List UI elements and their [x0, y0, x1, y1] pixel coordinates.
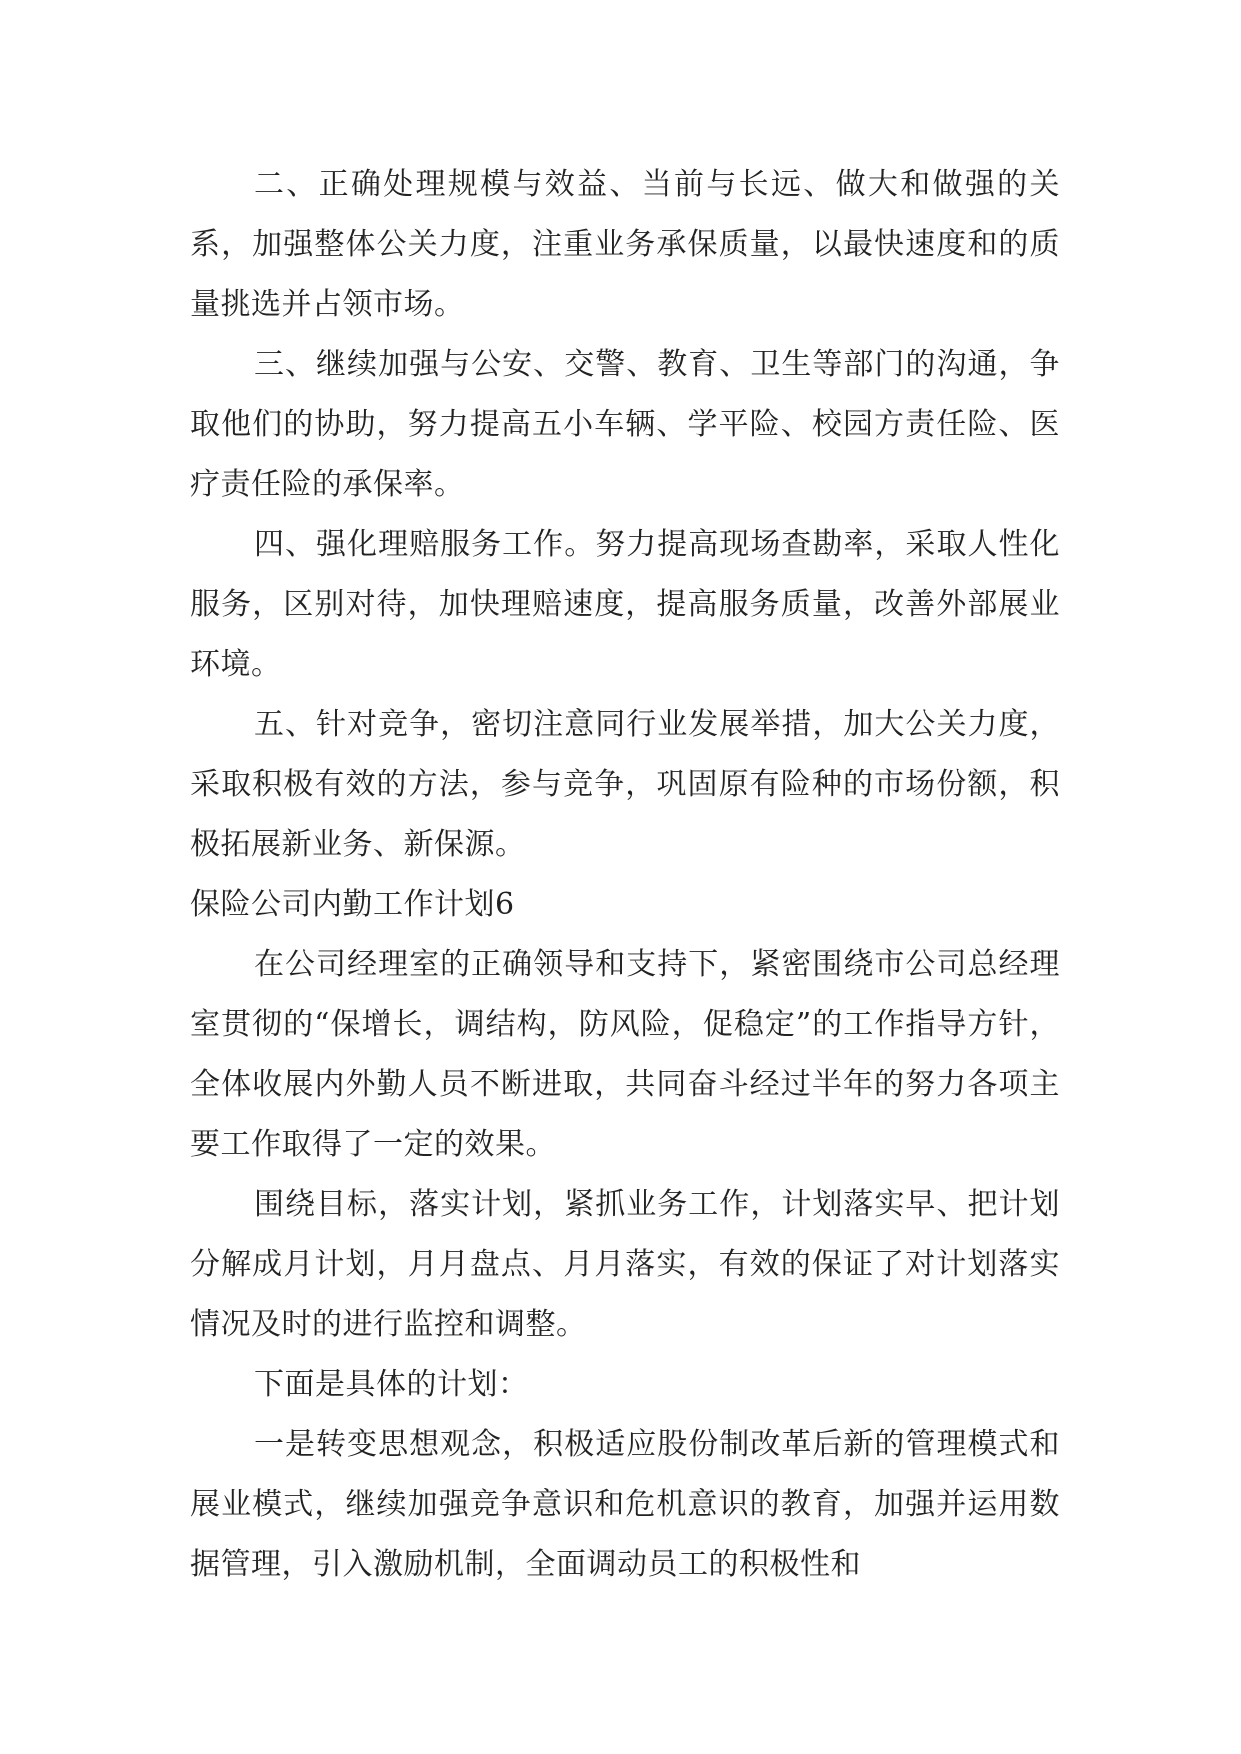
section-heading: 保险公司内勤工作计划6 [190, 887, 515, 922]
paragraph-targets-plans: 围绕目标，落实计划，紧抓业务工作，计划落实早、把计划分解成月计划，月月盘点、月月落实，有效的保证了对计划落实情况及时的进行监控和调整。 [190, 1187, 1060, 1342]
paragraph-leadership: 在公司经理室的正确领导和支持下，紧密围绕市公司总经理室贯彻的“保增长，调结构，防风险，促稳定”的工作指导方针，全体收展内外勤人员不断进取，共同奋斗经过半年的努力各项主要工作取得了一定的效果。 [190, 947, 1060, 1162]
paragraph-scale-efficiency: 二、正确处理规模与效益、当前与长远、做大和做强的关系，加强整体公关力度，注重业务承保质量，以最快速度和的质量挑选并占领市场。 [190, 167, 1060, 322]
paragraph-plan-intro: 下面是具体的计划： [254, 1367, 529, 1402]
paragraph-department-cooperation: 三、继续加强与公安、交警、教育、卫生等部门的沟通，争取他们的协助，努力提高五小车辆、学平险、校园方责任险、医疗责任险的承保率。 [190, 347, 1060, 502]
document-body [190, 155, 1060, 1595]
paragraph-mindset-change: 一是转变思想观念，积极适应股份制改革后新的管理模式和展业模式，继续加强竞争意识和危机意识的教育，加强并运用数据管理，引入激励机制，全面调动员工的积极性和 [190, 1427, 1060, 1582]
paragraph-claims-service: 四、强化理赔服务工作。努力提高现场查勘率，采取人性化服务，区别对待，加快理赔速度，提高服务质量，改善外部展业环境。 [190, 527, 1060, 682]
paragraph-competition: 五、针对竞争，密切注意同行业发展举措，加大公关力度，采取积极有效的方法，参与竞争，巩固原有险种的市场份额，积极拓展新业务、新保源。 [190, 707, 1060, 862]
